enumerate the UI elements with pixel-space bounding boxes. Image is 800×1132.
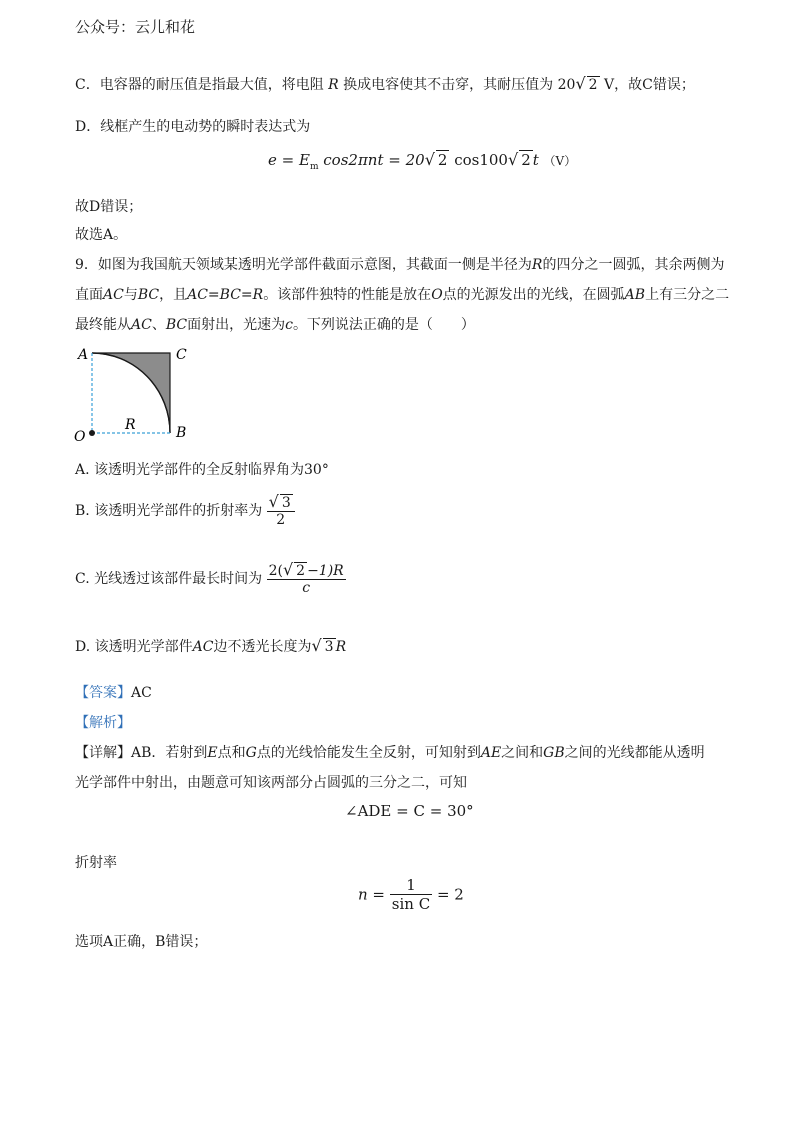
detail-line-1: 【详解】AB．若射到E点和G点的光线恰能发生全反射，可知射到AE之间和GB之间的光线都能从透明 (75, 745, 705, 761)
option-c: C. 光线透过该部件最长时间为 $\frac{2(√ 2 -1)R}{c}$ (75, 560, 344, 596)
label-o: O (74, 429, 86, 445)
label-b: B (176, 425, 187, 441)
emf-equation: $e = E_m$ cos2πnt = 20√ 2 cos100√ 2 t （V） (268, 150, 577, 172)
equation-angle: ∠ADE = C = 30° (345, 802, 474, 820)
option-b: B. 该透明光学部件的折射率为 $\frac{√ 3}{2}$ (75, 492, 295, 528)
question-line-3: 最终能从AC、BC面射出，光速为c。下列说法正确的是（ ） (75, 317, 475, 333)
analysis-label: 【解析】 (75, 715, 131, 731)
question-line-1: 9．如图为我国航天领域某透明光学部件截面示意图，其截面一侧是半径为R的四分之一圆弧，其余两侧为 (75, 257, 725, 273)
refraction-label: 折射率 (75, 855, 117, 871)
conclusion: 选项A正确，B错误； (75, 934, 208, 950)
equation-n: n = $\frac{1}{\text{sin C}}$ = 2 (358, 876, 464, 913)
question-line-2: 直面AC与BC，且AC=BC=R。该部件独特的性能是放在O点的光源发出的光线，在圆弧AB上有三分之二 (75, 287, 730, 303)
prev-option-c: C．电容器的耐压值是指最大值，将电阻 R 换成电容使其不击穿，其耐压值为 20√ 2 V，故C错误； (75, 74, 695, 93)
point-o (89, 430, 95, 436)
d-wrong: 故D错误； (75, 199, 143, 215)
detail-line-2: 光学部件中射出，由题意可知该两部分占圆弧的三分之二，可知 (75, 775, 467, 791)
answer: 【答案】AC (75, 685, 152, 701)
label-r: R (125, 417, 136, 433)
choose-a: 故选A。 (75, 227, 128, 243)
option-a: A. 该透明光学部件的全反射临界角为30° (75, 462, 329, 478)
prev-option-d: D．线框产生的电动势的瞬时表达式为 (75, 119, 311, 135)
label-c: C (176, 347, 187, 363)
option-d: D. 该透明光学部件AC边不透光长度为√ 3 R (75, 636, 347, 655)
optical-part-figure (70, 340, 200, 450)
label-a: A (78, 347, 89, 363)
wechat-header: 公众号：云儿和花 (75, 18, 196, 36)
